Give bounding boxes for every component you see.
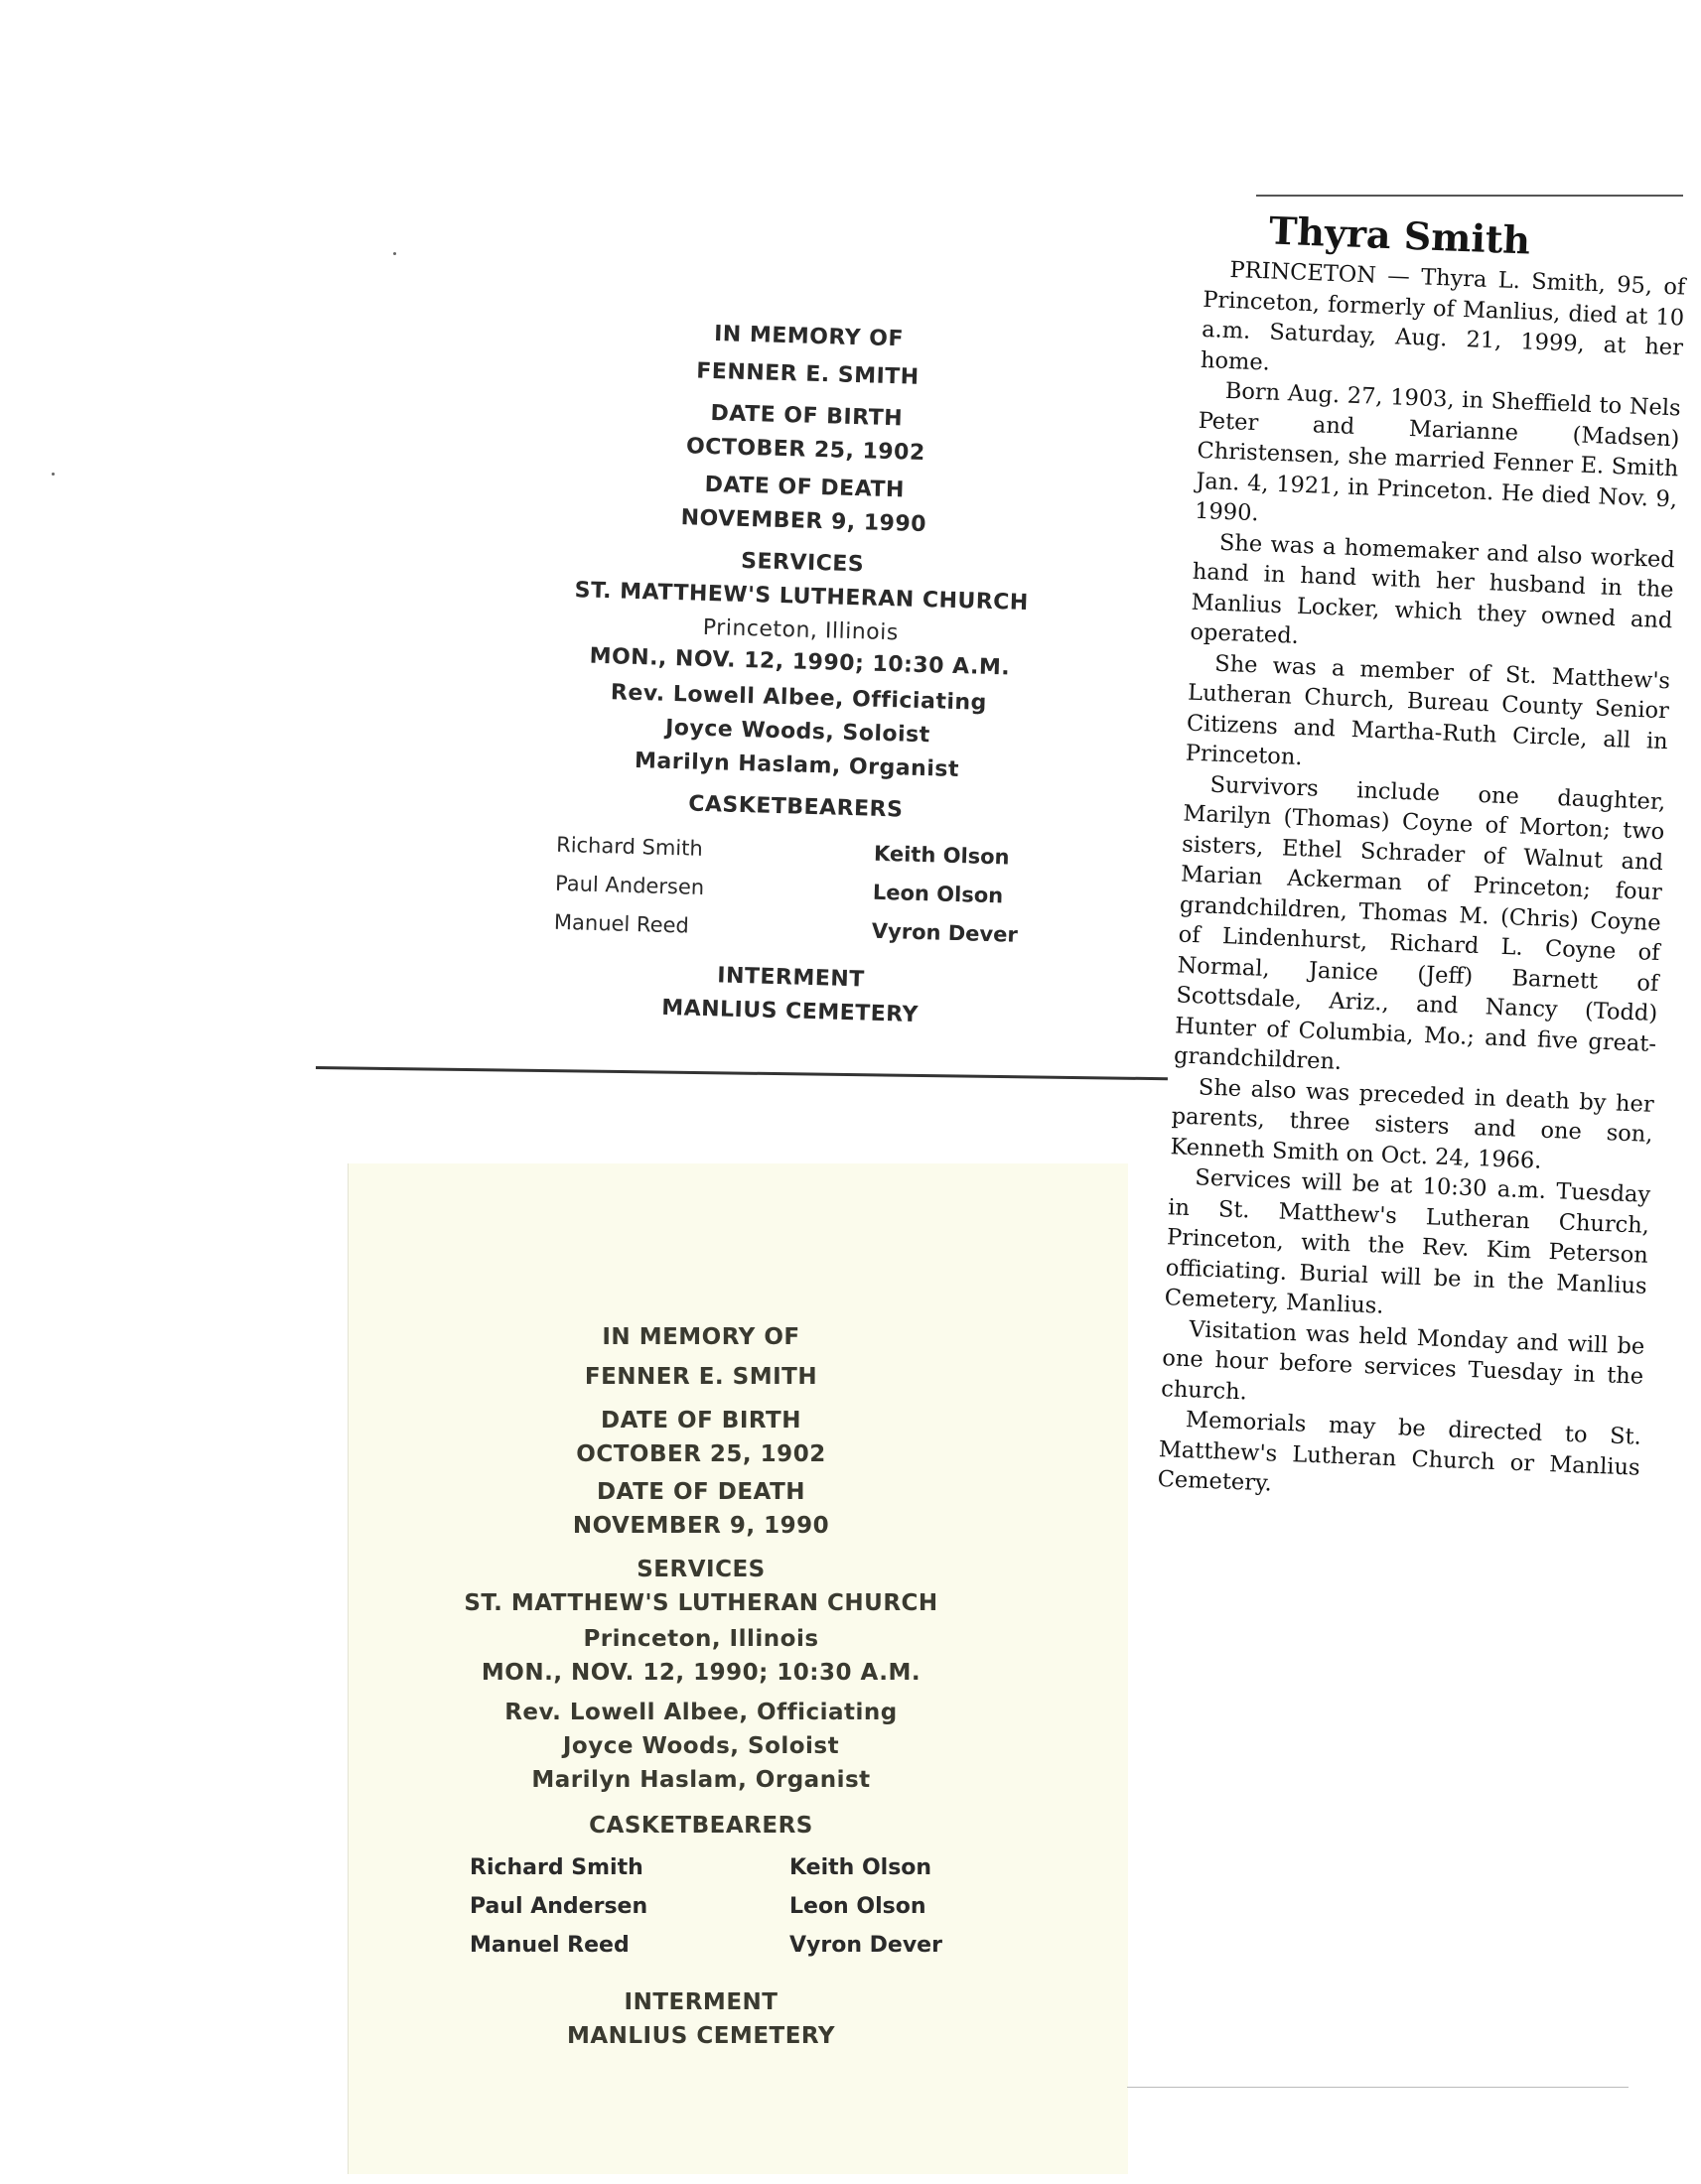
card-line: Joyce Woods, Soloist — [664, 715, 931, 749]
casketbearers-list — [470, 1848, 986, 1968]
card-line: FENNER E. SMITH — [695, 358, 921, 390]
obituary-paragraph: She was a member of St. Matthew's Lutheran Church, Bureau County Senior Citizens and Martha-Ruth Circle, all in Princeton. — [1185, 650, 1671, 771]
card-line: INTERMENT — [716, 963, 866, 993]
obituary-clipping — [1157, 206, 1687, 1513]
bearer-name: Manuel Reed — [470, 1933, 630, 1958]
card-line: Princeton, Illinois — [702, 614, 900, 646]
card-line: DATE OF BIRTH — [601, 1408, 801, 1433]
casketbearers-list — [553, 826, 1033, 958]
card-line: Joyce Woods, Soloist — [562, 1733, 840, 1759]
bearers-left-column — [553, 826, 705, 946]
bearers-left-column — [470, 1848, 647, 1965]
memorial-card-original — [348, 1163, 1128, 2174]
card-line: IN MEMORY OF — [713, 322, 905, 352]
card-line: Marilyn Haslam, Organist — [634, 748, 960, 783]
scan-speck — [393, 252, 396, 255]
card-line: NOVEMBER 9, 1990 — [680, 505, 927, 538]
bearer-name: Keith Olson — [873, 841, 1010, 870]
card-line: MANLIUS CEMETERY — [566, 2023, 836, 2049]
card-line: DATE OF BIRTH — [710, 400, 904, 432]
bearer-name: Richard Smith — [470, 1855, 643, 1880]
cut-line — [316, 1066, 1168, 1080]
bearer-name: Paul Andersen — [470, 1894, 648, 1919]
card-line: DATE OF DEATH — [704, 472, 906, 503]
bearer-name: Richard Smith — [555, 832, 704, 861]
obituary-paragraph: She was a homemaker and also worked hand in hand with her husband in the Manlius Locker, which they owned and operated. — [1190, 529, 1676, 649]
card-line: MON., NOV. 12, 1990; 10:30 A.M. — [589, 643, 1011, 681]
memorial-card-copy — [551, 318, 1048, 1055]
bearers-right-column — [789, 1848, 942, 1965]
card-line: CASKETBEARERS — [589, 1813, 813, 1839]
bearer-name: Paul Andersen — [554, 871, 705, 899]
bearer-name: Vyron Dever — [871, 918, 1019, 947]
card-line: Marilyn Haslam, Organist — [531, 1767, 871, 1793]
card-line: NOVEMBER 9, 1990 — [572, 1513, 830, 1539]
scan-speck — [52, 473, 55, 476]
bearer-name: Manuel Reed — [553, 909, 690, 938]
card-line: IN MEMORY OF — [602, 1324, 800, 1350]
card-line: MANLIUS CEMETERY — [660, 995, 920, 1028]
card-line: ST. MATTHEW'S LUTHERAN CHURCH — [464, 1590, 938, 1616]
card-line: OCTOBER 25, 1902 — [685, 434, 926, 467]
obituary-paragraph: Survivors include one daughter, Marilyn (Thomas) Coyne of Morton; two sisters, Ethel Schrader of Walnut and Marian Ackerman of Princeton; four grandchildren, Thomas M. (Chris) Coyne of Lindenhurst, Richard L. Coyne of Normal, Janice (Jeff) Barnett of Scottsdale, Ariz., and Nancy (Todd) Hunter of Columbia, Mo.; and five great-grandchildren. — [1173, 771, 1666, 1075]
card-line: FENNER E. SMITH — [584, 1364, 818, 1390]
card-line: CASKETBEARERS — [687, 791, 904, 823]
card-line: Rev. Lowell Albee, Officiating — [504, 1700, 898, 1725]
card-line: SERVICES — [740, 548, 865, 578]
bearers-right-column — [871, 835, 1020, 955]
obituary-paragraph: Services will be at 10:30 a.m. Tuesday in St. Matthew's Lutheran Church, Princeton, with the Rev. Kim Peterson officiating. Burial will be in the Manlius Cemetery, Manlius. — [1164, 1164, 1651, 1319]
card-line: ST. MATTHEW'S LUTHERAN CHURCH — [574, 578, 1030, 615]
obituary-paragraph: PRINCETON — Thyra L. Smith, 95, of Princeton, formerly of Manlius, died at 10 a.m. Saturday, Aug. 21, 1999, at her home. — [1200, 256, 1686, 376]
card-line: INTERMENT — [624, 1989, 779, 2015]
card-line: Rev. Lowell Albee, Officiating — [610, 680, 988, 716]
bearer-name: Keith Olson — [789, 1855, 932, 1880]
obituary-paragraph: She also was preceded in death by her parents, three sisters and one son, Kenneth Smith on Oct. 24, 1966. — [1170, 1073, 1655, 1174]
card-line: SERVICES — [637, 1557, 766, 1582]
bearer-name: Leon Olson — [872, 880, 1004, 908]
card-line: DATE OF DEATH — [596, 1479, 806, 1505]
clipping-top-rule — [1256, 195, 1683, 197]
card-line: MON., NOV. 12, 1990; 10:30 A.M. — [481, 1660, 921, 1686]
card-line: OCTOBER 25, 1902 — [576, 1441, 826, 1467]
obituary-paragraph: Born Aug. 27, 1903, in Sheffield to Nels Peter and Marianne (Madsen) Christensen, she married Fenner E. Smith Jan. 4, 1921, in Princeton. He died Nov. 9, 1990. — [1194, 377, 1682, 527]
obituary-paragraph: Visitation was held Monday and will be one hour before services Tuesday in the church. — [1160, 1315, 1645, 1405]
obituary-title: Thyra Smith — [1268, 207, 1531, 263]
card-line: Princeton, Illinois — [583, 1626, 819, 1652]
bearer-name: Vyron Dever — [789, 1933, 942, 1958]
page-edge-line — [1127, 2087, 1629, 2088]
obituary-paragraph: Memorials may be directed to St. Matthew's Lutheran Church or Manlius Cemetery. — [1157, 1407, 1642, 1497]
bearer-name: Leon Olson — [789, 1894, 926, 1919]
